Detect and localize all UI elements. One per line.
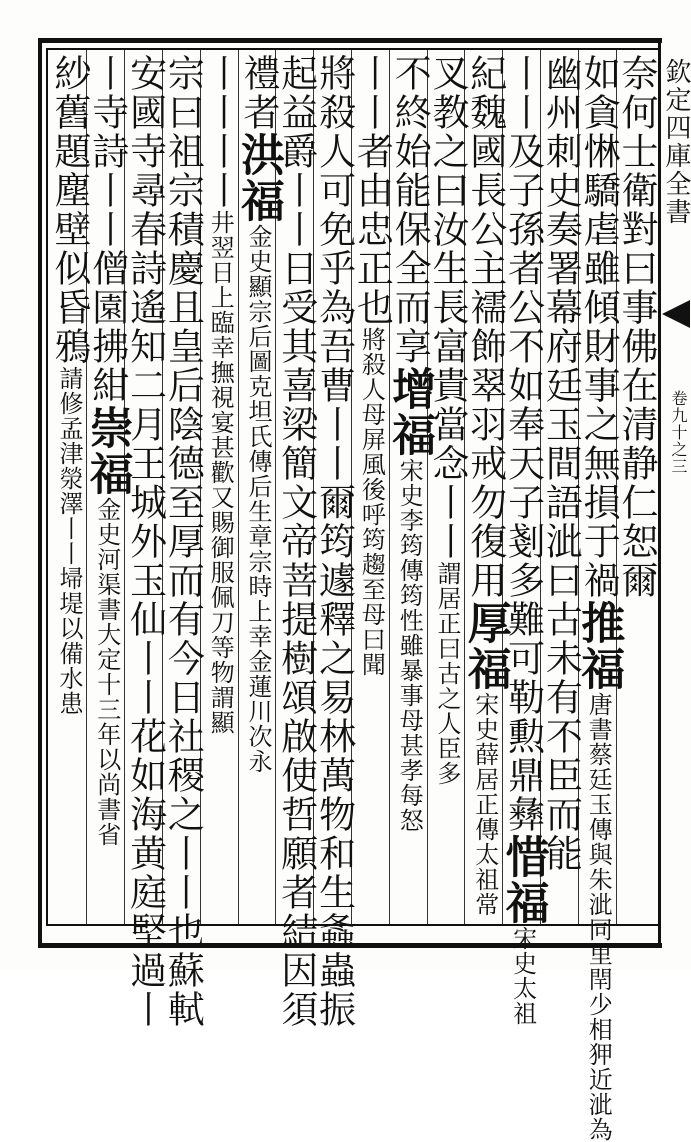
text-column: [459, 54, 511, 920]
text-column: [233, 54, 284, 920]
column-text: 丨丨丨丨: [199, 54, 243, 210]
entry-heading: 厚福: [459, 600, 511, 692]
annotation-text: 宋史薛居正傳太祖常: [470, 692, 499, 917]
column-text: 紀魏國長公主襦飾翠羽戒勿復用: [463, 54, 507, 600]
text-column: [49, 54, 89, 920]
text-column: [427, 54, 467, 920]
annotation-text: 將殺人母屏風後呼筠趨至母曰聞: [357, 327, 386, 677]
margin-book-title: 欽定四庫全書: [661, 58, 691, 226]
annotation-text: 金史河渠書大定十三年以尚書省: [92, 497, 121, 847]
column-text: 不終始能保全而享: [388, 54, 432, 366]
column-text: 禮者: [237, 54, 280, 132]
fish-tail-mark: [662, 300, 690, 328]
text-column: [350, 54, 394, 920]
column-text: 將殺人可免乎為吾曹丨丨爾筠遽釋之易林萬物和生螽蟲振: [312, 54, 356, 1029]
column-text: 奈何士衛對曰事佛在清静仁恕爾: [615, 54, 658, 600]
entry-heading: 增福: [384, 366, 436, 458]
text-column: [616, 54, 656, 920]
entry-heading: 推福: [573, 600, 625, 692]
annotation-text: 宋史李筠傳筠性雖暴事母甚孝每怒: [395, 458, 424, 833]
entry-heading: 洪福: [233, 132, 284, 224]
annotation-text: 唐書蔡廷玉傳與朱泚同里閈少相狎近泚為: [584, 692, 613, 1142]
column-text: 丨丨及子孫者公不如奉天子剗多難可勒勲鼎彝: [501, 54, 545, 834]
column-text: 紗舊題塵壁似昏鴉: [48, 54, 91, 366]
column-text: 宗曰祖宗積慶且皇后陰德至厚而有今日社稷之丨丨也蘇軾: [161, 54, 205, 1029]
annotation-text: 謂居正曰古之人臣多: [433, 561, 461, 786]
inner-top-rule: [46, 48, 658, 50]
entry-heading: 崇福: [81, 405, 133, 497]
text-column: [384, 54, 436, 920]
text-column: [497, 54, 549, 1026]
text-column: [161, 54, 205, 1029]
entry-heading: 惜福: [497, 834, 549, 926]
text-column: [81, 54, 133, 920]
column-text: 起益爵丨丨日受其喜梁簡文帝菩提樹頌啟使哲願者結因須: [274, 54, 318, 1029]
column-text: 叉教之曰汝生長富貴當念丨丨: [426, 54, 469, 561]
text-column: [573, 54, 625, 1142]
column-text: 幽州刺史奏署幕府廷玉間語泚曰古未有不臣而能: [539, 54, 583, 873]
column-text: 安國寺尋春詩遙知二月王城外玉仙丨丨花如海黄庭堅過丨: [123, 54, 167, 1029]
annotation-text: 井翌日上臨幸撫視宴甚歡又賜御服佩刀等物謂顯: [206, 210, 235, 735]
annotation-text: 金史顯宗后圖克坦氏傳后生章宗時上幸金蓮川次永: [244, 224, 272, 774]
annotation-text: 請修孟津滎澤丨丨埽堤以備水患: [55, 366, 83, 716]
column-text: 丨丨者由忠正也: [350, 54, 394, 327]
column-text: 丨寺詩丨丨僧園拂紺: [85, 54, 129, 405]
annotation-text: 宋史太祖: [508, 926, 537, 1026]
text-column: [312, 54, 356, 1029]
margin-juan-label: 卷九十之三: [669, 390, 688, 475]
text-column: [539, 54, 583, 920]
column-text: 如貪惏驕虐雖傾財事之無損于禍: [577, 54, 621, 600]
text-column: [199, 54, 243, 920]
